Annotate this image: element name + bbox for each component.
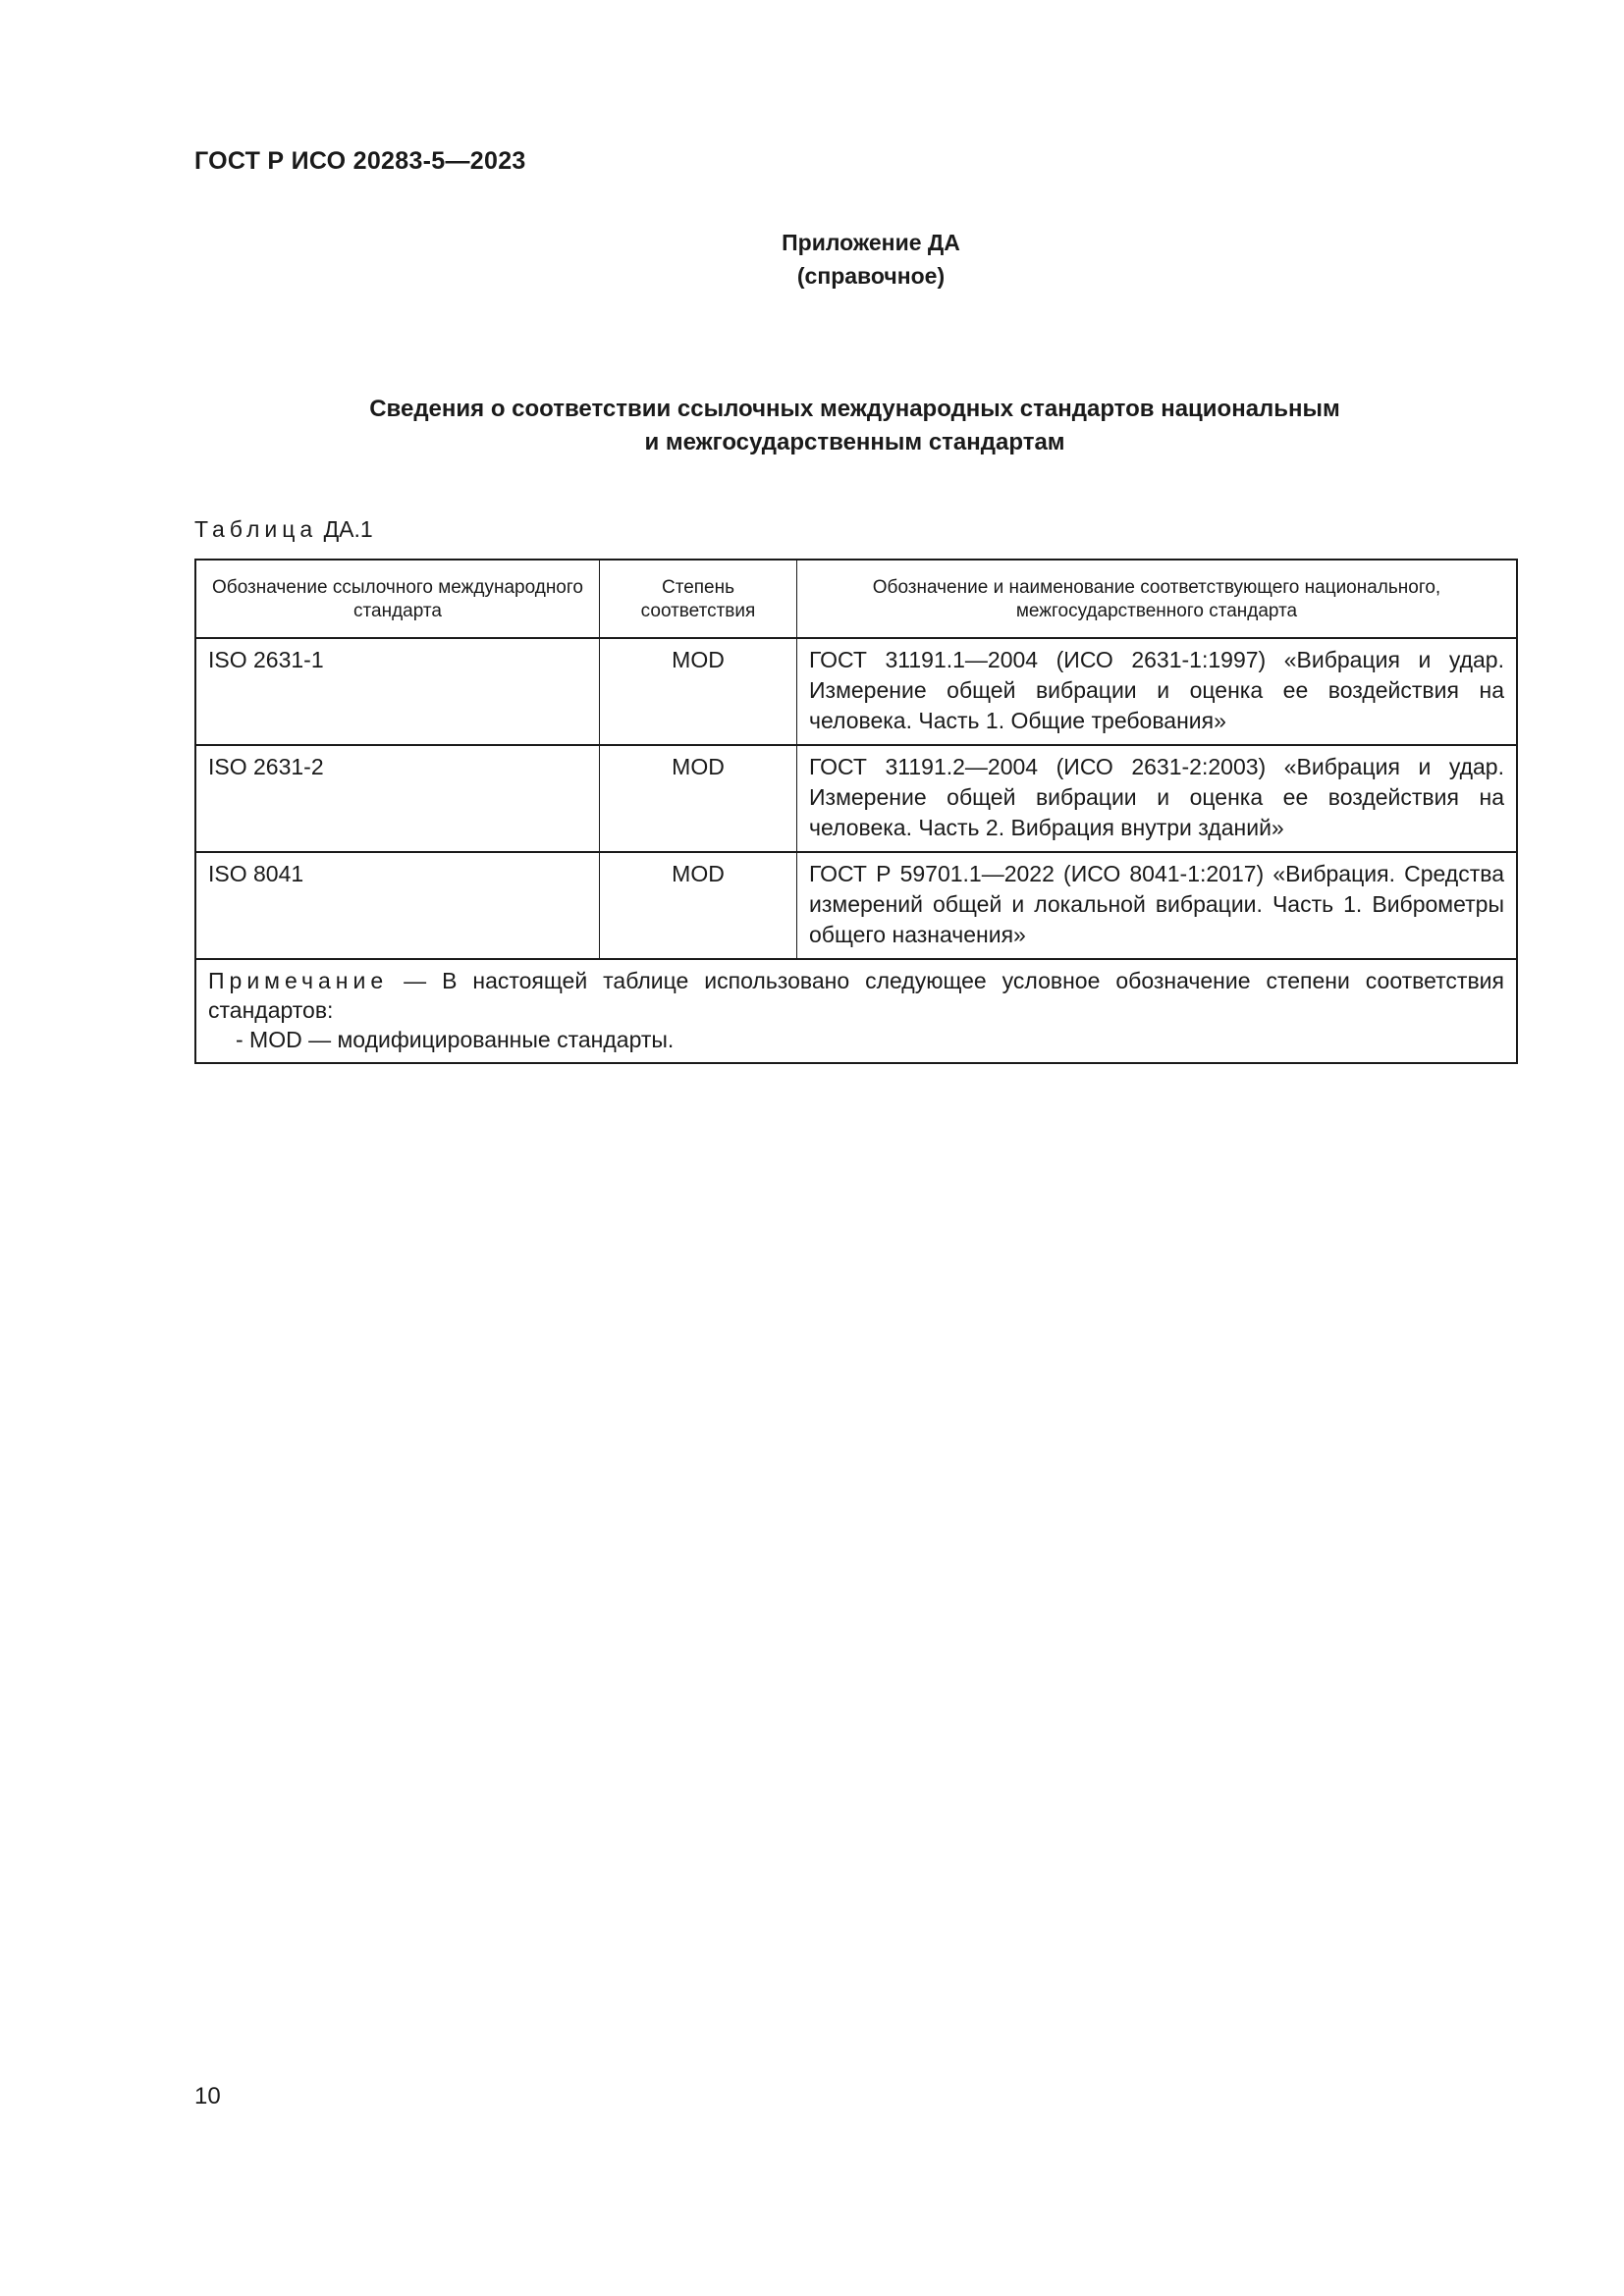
column-header-national-standard: Обозначение и наименование соответствующего национального, межгосударственного стандарта [797,560,1518,638]
cell-national-standard: ГОСТ 31191.2—2004 (ИСО 2631-2:2003) «Вибрация и удар. Измерение общей вибрации и оценка ее воздействия на человека. Часть 2. Вибрация внутри зданий» [797,745,1518,852]
note-text: — В настоящей таблице использовано следующее условное обозначение степени соответствия стандартов: [208,968,1504,1023]
cell-degree: MOD [600,852,797,959]
cell-national-standard: ГОСТ 31191.1—2004 (ИСО 2631-1:1997) «Вибрация и удар. Измерение общей вибрации и оценка ее воздействия на человека. Часть 1. Общие требования» [797,638,1518,745]
table-row [195,745,1517,852]
table-row [195,638,1517,745]
section-title-line-2: и межгосударственным стандартам [644,429,1065,455]
column-header-international-standard: Обозначение ссылочного международного стандарта [195,560,600,638]
annex-kind: (справочное) [796,263,946,289]
cell-national-standard: ГОСТ Р 59701.1—2022 (ИСО 8041-1:2017) «Вибрация. Средства измерений общей и локальной вибрации. Часть 1. Виброметры общего назначения» [797,852,1518,959]
cell-international-standard: ISO 2631-2 [195,745,600,852]
table-row [195,852,1517,959]
section-title-line-1: Сведения о соответствии ссылочных международных стандартов национальным [369,396,1340,422]
cell-international-standard: ISO 8041 [195,852,600,959]
annex-title: Приложение ДА [782,230,960,255]
annex-heading [0,226,1624,293]
cell-international-standard: ISO 2631-1 [195,638,600,745]
table-caption-label: Таблица [194,516,318,542]
note-item: - MOD — модифицированные стандарты. [236,1027,675,1052]
cell-degree: MOD [600,638,797,745]
document-standard-id: ГОСТ Р ИСО 20283-5—2023 [194,147,526,175]
table-note [195,959,1517,1063]
column-header-degree: Степень соответствия [600,560,797,638]
section-title [194,393,1515,459]
note-label: Примечание [208,968,389,993]
table-header-row [195,560,1517,638]
table-note-row [195,959,1517,1063]
correspondence-table [194,559,1518,1064]
table-caption-number: ДА.1 [323,516,373,542]
page-number: 10 [194,2083,221,2109]
cell-degree: MOD [600,745,797,852]
table-caption [194,516,373,543]
